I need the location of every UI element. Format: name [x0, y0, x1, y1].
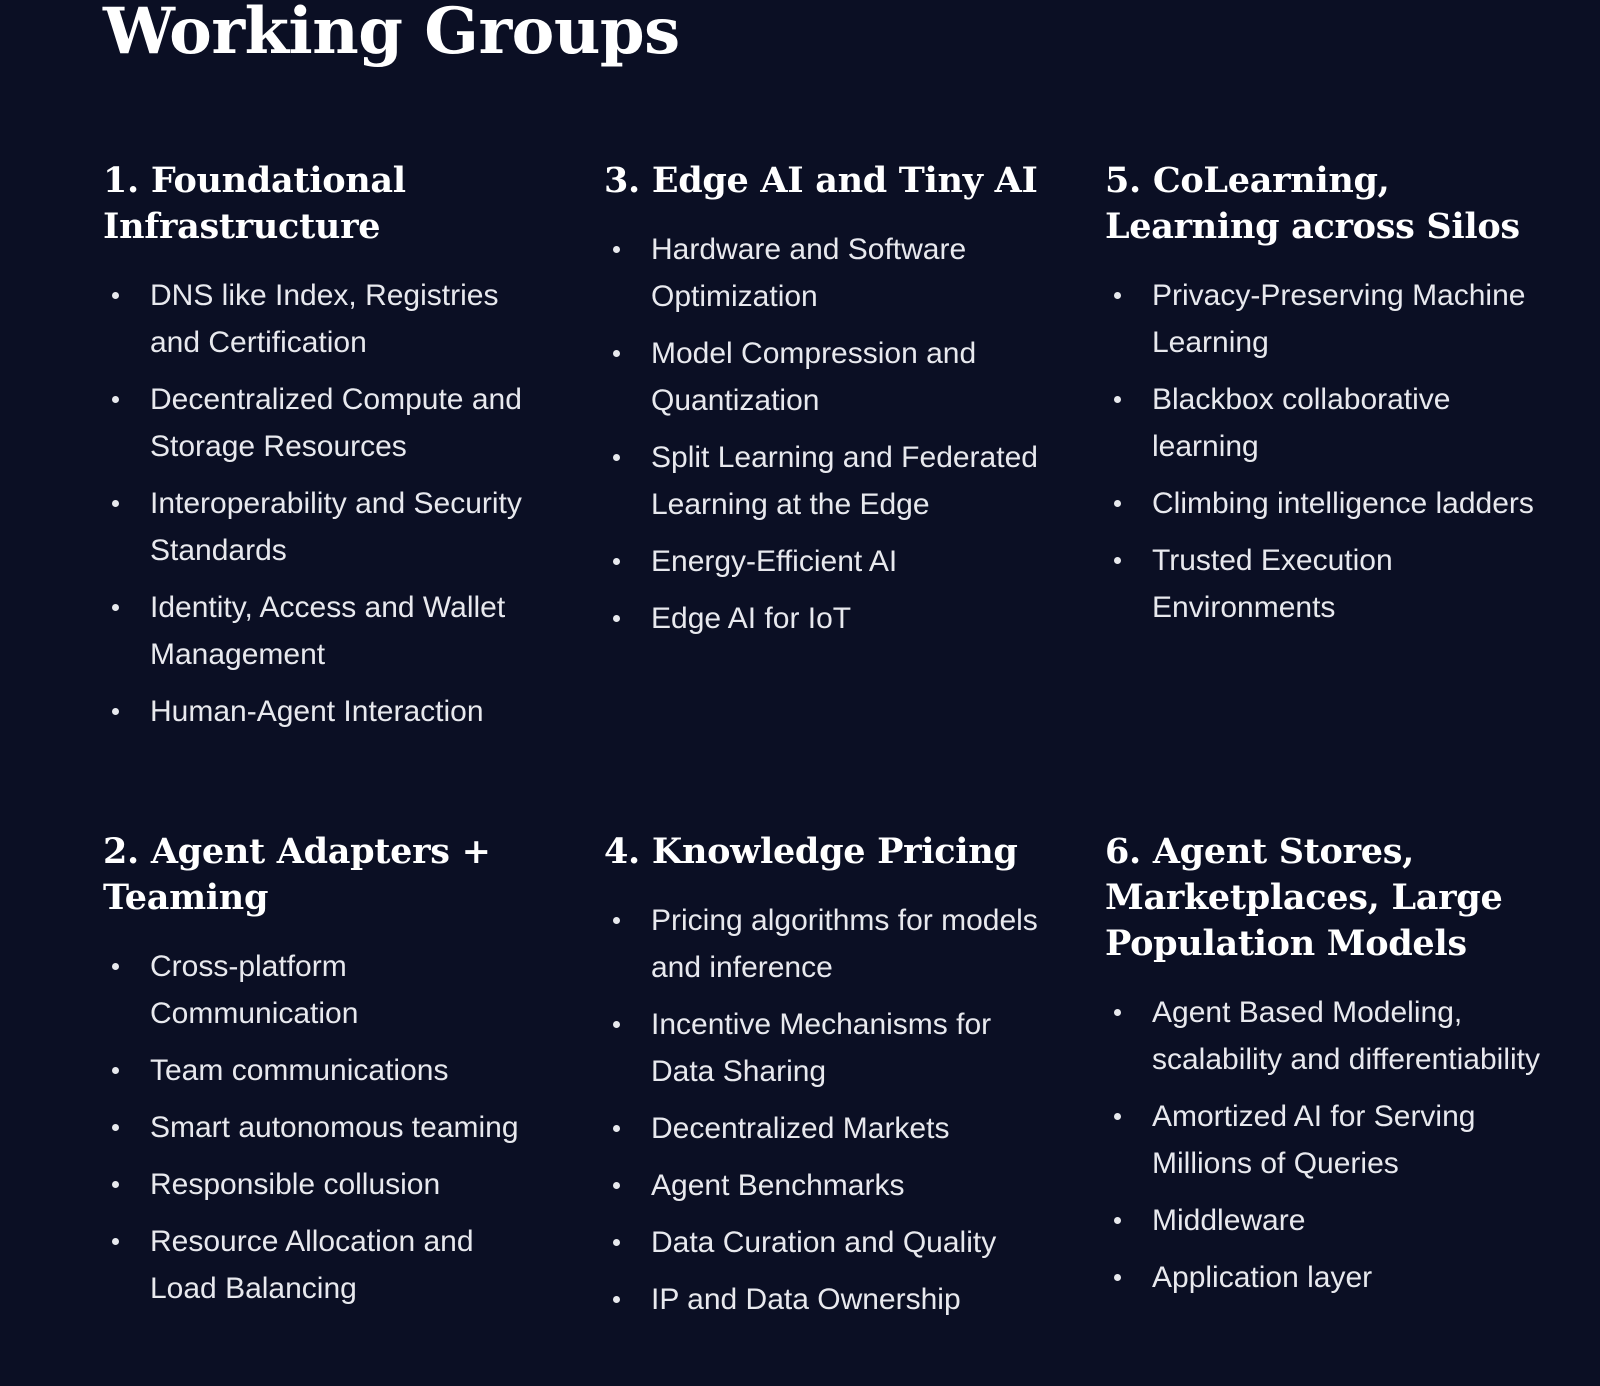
list-item — [604, 226, 1044, 320]
list-item-text: Cross-platform Communication — [150, 950, 359, 1030]
list-item — [604, 1162, 1044, 1209]
bullet-icon — [613, 917, 620, 924]
list-item-text: Identity, Access and Wallet Management — [150, 591, 506, 671]
group-title: 4. Knowledge Pricing — [604, 831, 1018, 872]
list-item — [604, 1105, 1044, 1152]
list-item — [103, 1047, 543, 1094]
list-item — [103, 376, 543, 470]
bullet-icon — [112, 1067, 119, 1074]
list-item — [103, 584, 543, 678]
list-item — [103, 943, 543, 1037]
group-item-list — [1105, 272, 1545, 631]
bullet-icon — [1114, 396, 1121, 403]
bullet-icon — [1114, 1009, 1121, 1016]
list-item — [1105, 1254, 1545, 1301]
list-item-text: Incentive Mechanisms for Data Sharing — [651, 1008, 992, 1088]
list-item — [604, 330, 1044, 424]
bullet-icon — [613, 246, 620, 253]
list-item-text: Trusted Execution Environments — [1152, 544, 1393, 624]
list-item — [1105, 1197, 1545, 1244]
list-item-text: Agent Benchmarks — [651, 1169, 905, 1202]
bullet-icon — [112, 1238, 119, 1245]
group-title: 5. CoLearning, Learning across Silos — [1105, 160, 1520, 247]
bullet-icon — [613, 1296, 620, 1303]
list-item — [1105, 272, 1545, 366]
bullet-icon — [112, 396, 119, 403]
list-item — [604, 897, 1044, 991]
list-item-text: Climbing intelligence ladders — [1152, 487, 1534, 520]
group-title: 6. Agent Stores, Marketplaces, Large Population Models — [1105, 831, 1503, 964]
list-item — [103, 480, 543, 574]
group-knowledge-pricing — [604, 829, 1044, 1333]
list-item — [604, 595, 1044, 642]
group-foundational-infrastructure — [103, 158, 543, 745]
group-agent-adapters-teaming — [103, 829, 543, 1322]
list-item — [1105, 1093, 1545, 1187]
bullet-icon — [613, 1182, 620, 1189]
bullet-icon — [1114, 1217, 1121, 1224]
list-item-text: Agent Based Modeling, scalability and differentiability — [1152, 996, 1540, 1076]
list-item — [604, 1001, 1044, 1095]
list-item-text: Decentralized Compute and Storage Resources — [150, 383, 522, 463]
list-item — [1105, 537, 1545, 631]
list-item-text: IP and Data Ownership — [651, 1283, 961, 1316]
list-item-text: DNS like Index, Registries and Certification — [150, 279, 499, 359]
group-title: 2. Agent Adapters + Teaming — [103, 831, 491, 918]
list-item-text: Decentralized Markets — [651, 1112, 950, 1145]
group-item-list — [1105, 989, 1545, 1301]
list-item — [1105, 376, 1545, 470]
list-item-text: Team communications — [150, 1054, 449, 1087]
bullet-icon — [1114, 1274, 1121, 1281]
list-item-text: Interoperability and Security Standards — [150, 487, 522, 567]
list-item-text: Blackbox collaborative learning — [1152, 383, 1451, 463]
group-title: 3. Edge AI and Tiny AI — [604, 160, 1038, 201]
bullet-icon — [613, 350, 620, 357]
list-item — [604, 538, 1044, 585]
list-item-text: Split Learning and Federated Learning at the Edge — [651, 441, 1038, 521]
list-item-text: Resource Allocation and Load Balancing — [150, 1225, 474, 1305]
list-item-text: Responsible collusion — [150, 1168, 441, 1201]
list-item-text: Middleware — [1152, 1204, 1306, 1237]
list-item-text: Pricing algorithms for models and inference — [651, 904, 1038, 984]
bullet-icon — [112, 1181, 119, 1188]
bullet-icon — [1114, 557, 1121, 564]
list-item — [103, 272, 543, 366]
list-item-text: Hardware and Software Optimization — [651, 233, 967, 313]
list-item-text: Application layer — [1152, 1261, 1373, 1294]
group-agent-stores-marketplaces — [1105, 829, 1545, 1311]
bullet-icon — [613, 1239, 620, 1246]
bullet-icon — [613, 1021, 620, 1028]
group-item-list — [604, 226, 1044, 642]
list-item-text: Model Compression and Quantization — [651, 337, 977, 417]
group-item-list — [103, 272, 543, 735]
group-item-list — [103, 943, 543, 1312]
list-item — [604, 434, 1044, 528]
list-item — [103, 1161, 543, 1208]
list-item-text: Smart autonomous teaming — [150, 1111, 519, 1144]
list-item — [103, 1104, 543, 1151]
group-item-list — [604, 897, 1044, 1323]
bullet-icon — [613, 615, 620, 622]
group-edge-ai-tiny-ai — [604, 158, 1044, 652]
bullet-icon — [1114, 1113, 1121, 1120]
list-item-text: Human-Agent Interaction — [150, 695, 484, 728]
bullet-icon — [112, 1124, 119, 1131]
list-item-text: Energy-Efficient AI — [651, 545, 898, 578]
list-item — [1105, 480, 1545, 527]
list-item — [1105, 989, 1545, 1083]
list-item-text: Amortized AI for Serving Millions of Queries — [1152, 1100, 1476, 1180]
list-item — [103, 1218, 543, 1312]
bullet-icon — [613, 558, 620, 565]
group-colearning — [1105, 158, 1545, 641]
bullet-icon — [1114, 292, 1121, 299]
bullet-icon — [613, 1125, 620, 1132]
bullet-icon — [112, 708, 119, 715]
page-title: Working Groups — [103, 0, 680, 69]
bullet-icon — [112, 604, 119, 611]
bullet-icon — [112, 963, 119, 970]
bullet-icon — [112, 292, 119, 299]
group-title: 1. Foundational Infrastructure — [103, 160, 406, 247]
list-item — [103, 688, 543, 735]
bullet-icon — [613, 454, 620, 461]
bullet-icon — [1114, 500, 1121, 507]
list-item-text: Edge AI for IoT — [651, 602, 852, 635]
list-item-text: Data Curation and Quality — [651, 1226, 997, 1259]
list-item-text: Privacy-Preserving Machine Learning — [1152, 279, 1526, 359]
bullet-icon — [112, 500, 119, 507]
list-item — [604, 1276, 1044, 1323]
list-item — [604, 1219, 1044, 1266]
